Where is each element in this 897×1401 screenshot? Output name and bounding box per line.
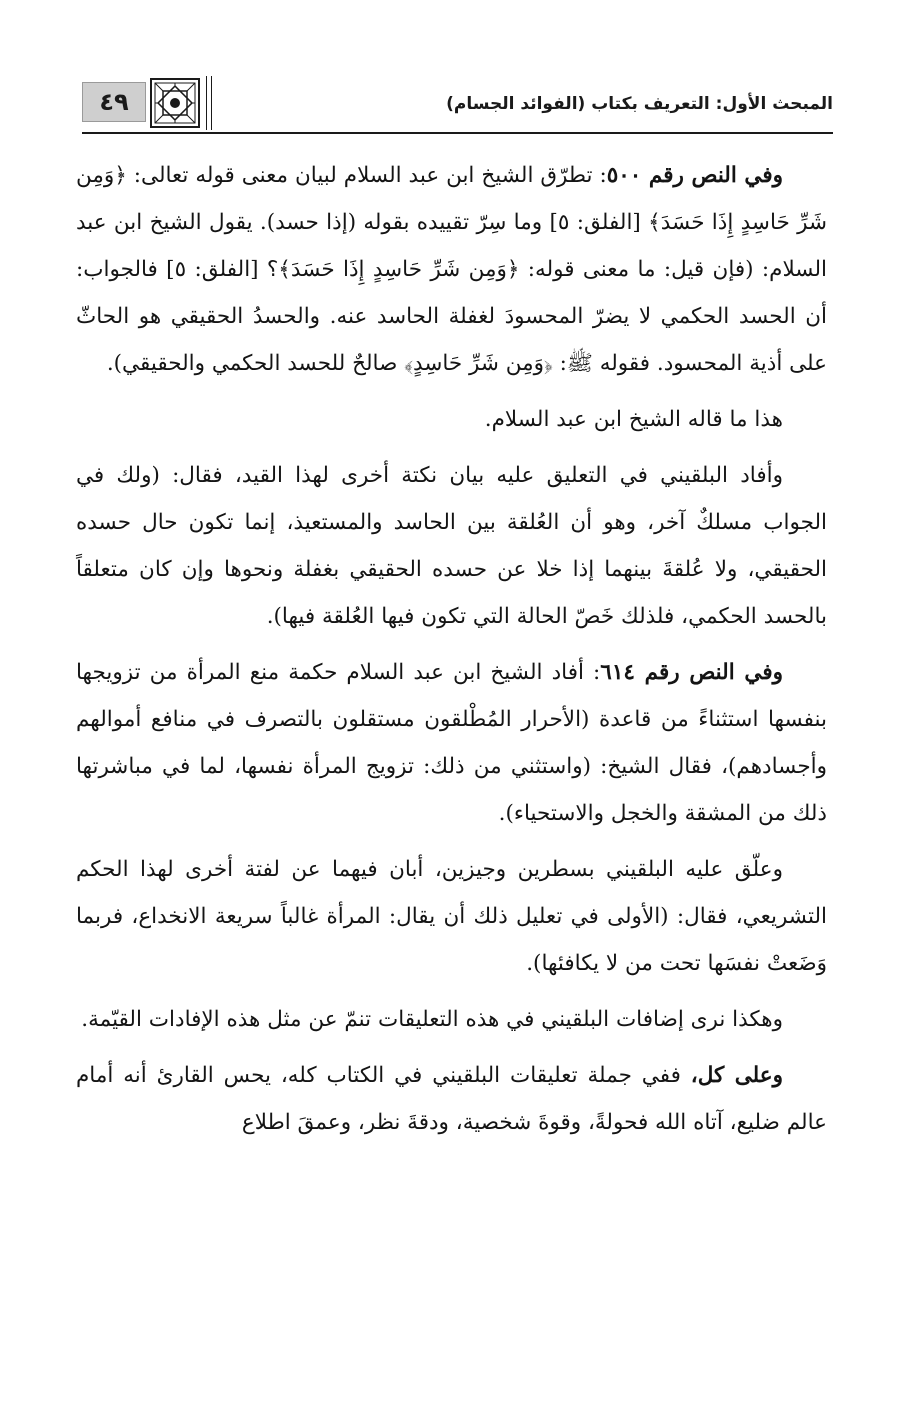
paragraph-4-text: : أفاد الشيخ ابن عبد السلام حكمة منع المرأة من تزويجها بنفسها استثناءً من قاعدة (الأحرار المُطْلقون مستقلون بالتصرف في منافع أموالهم وأجسادهم)، فقال الشيخ: (واستثني من ذلك: تزويج المرأة نفسها، لما في مباشرتها ذلك من المشقة والخجل والاستحياء). [76,660,827,826]
paragraph-2: هذا ما قاله الشيخ ابن عبد السلام. [484,407,783,432]
paragraph-7-lead: وعلى كل، [690,1063,783,1088]
paragraph-1-lead: وفي النص رقم ٥٠٠ [606,163,783,188]
paragraph-3: وأفاد البلقيني في التعليق عليه بيان نكتة أخرى لهذا القيد، فقال: (ولك في الجواب مسلكٌ آخر، وهو أن العُلقة بين الحاسد والمستعيذ، إنما تكون حال حسده الحقيقي، ولا عُلقةَ بينهما إذا خلا عن حسده الحقيقي بغفلة ونحوها وإن كان متعلقاً بالحسد الحكمي، فلذلك خَصّ الحالة التي تكون فيها العُلقة فيها). [76,463,827,629]
paragraph-6: وهكذا نرى إضافات البلقيني في هذه التعليقات تنمّ عن مثل هذه الإفادات القيّمة. [81,1007,783,1032]
running-title: المبحث الأول: التعريف بكتاب (الفوائد الجسام) [446,94,833,114]
header-divider [206,76,212,130]
paragraph-4 [76,649,827,837]
paragraph-4-lead: وفي النص رقم ٦١٤ [600,660,783,685]
paragraph-7-rest: ففي جملة تعليقات البلقيني في الكتاب كله، يحس القارئ أنه أمام عالم ضليع، آتاه الله فحولةً، وقوةَ شخصية، ودقةَ نظر، وعمقَ اطلاع [76,1063,827,1135]
geometric-ornament-icon [150,78,200,128]
paragraph-1-text: : تطرّق الشيخ ابن عبد السلام لبيان معنى قوله تعالى: ﴿وَمِن شَرِّ حَاسِدٍ إِذَا حَسَدَ﴾ [الفلق: ٥] وما سِرّ تقييده بقوله (إذا حسد). يقول الشيخ ابن عبد السلام: (فإن قيل: ما معنى قوله: ﴿وَمِن شَرِّ حَاسِدٍ إِذَا حَسَدَ﴾؟ [الفلق: ٥] فالجواب: أن الحسد الحكمي لا يضرّ المحسودَ لغفلة الحاسد عنه. والحسدُ الحقيقي هو الحاثّ على أذية المحسود. فقوله ﷺ: ﴿وَمِن شَرِّ حَاسِدٍ﴾ صالحٌ للحسد الحكمي والحقيقي). [76,163,827,376]
paragraph-1 [76,152,827,387]
paragraph-7 [76,1052,827,1146]
running-header [82,72,833,134]
header-rule [82,132,833,134]
paragraph-5: وعلّق عليه البلقيني بسطرين وجيزين، أبان فيهما عن لفتة أخرى لهذا الحكم التشريعي، فقال: (الأولى في تعليل ذلك أن يقال: المرأة غالباً سريعة الانخداع، فربما وَضَعتْ نفسَها تحت من لا يكافئها). [76,857,827,976]
main-text [76,152,827,1146]
page-number: ٤٩ [82,82,146,122]
